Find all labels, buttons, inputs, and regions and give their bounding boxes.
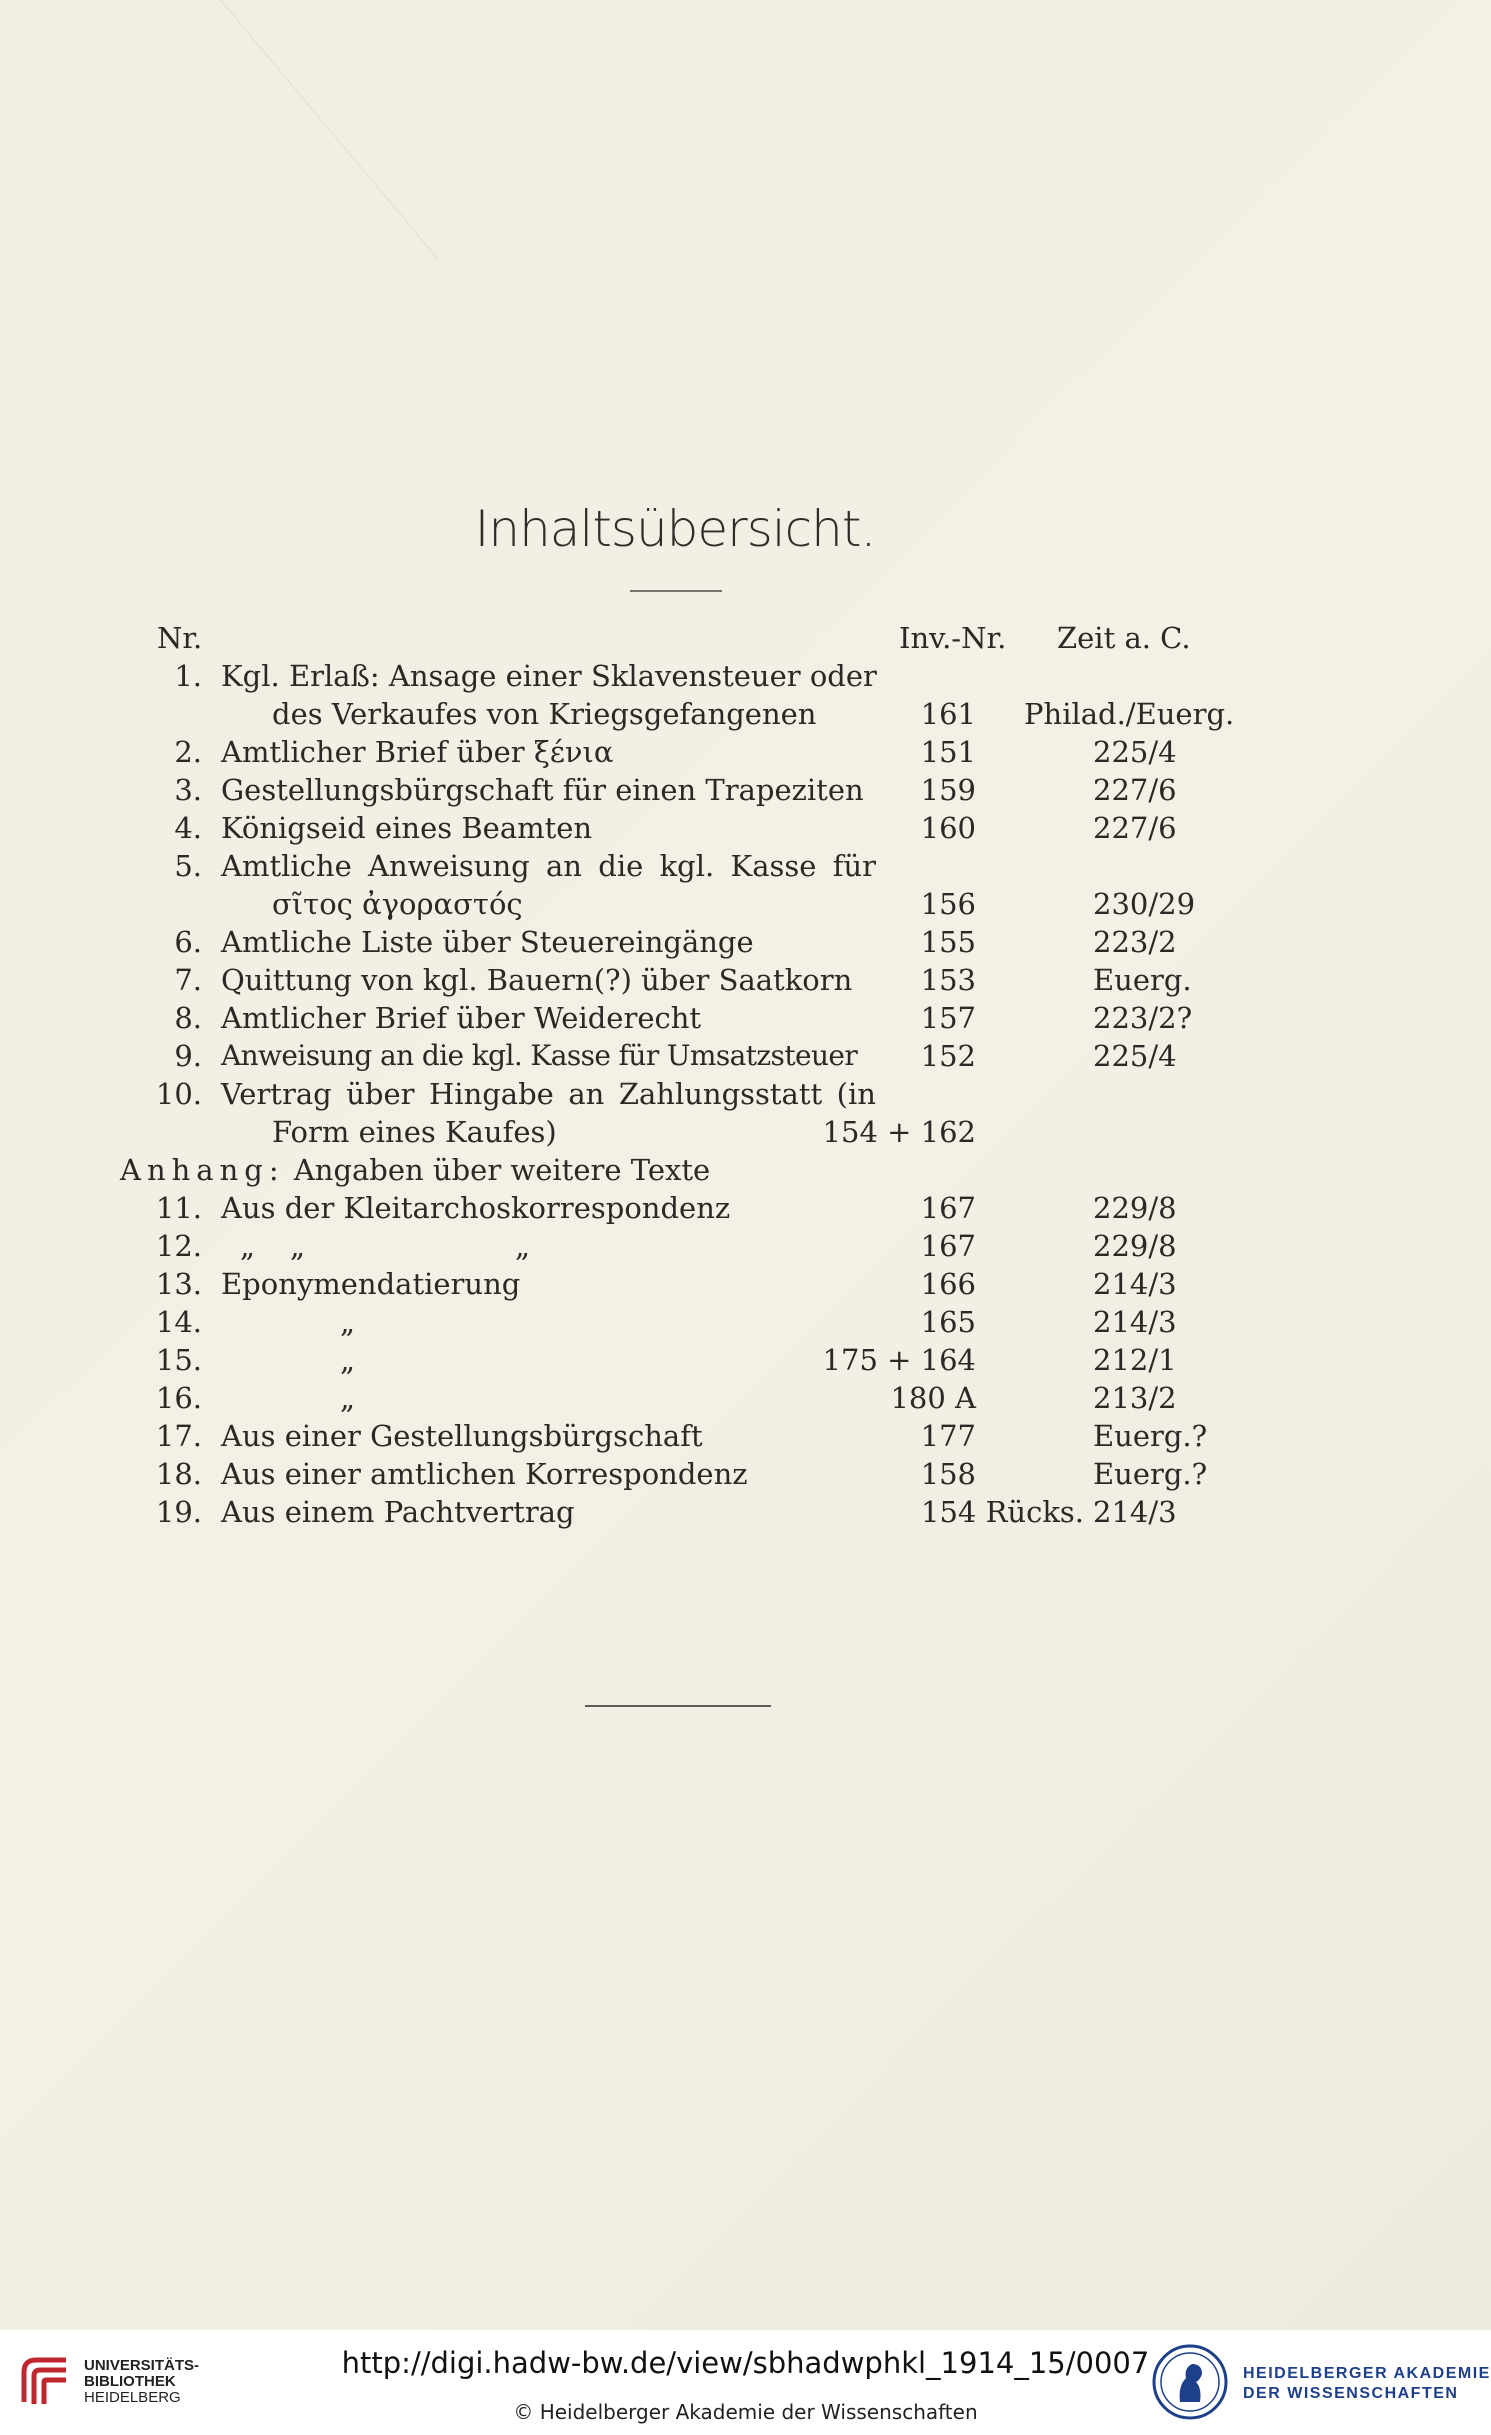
entry-title: Amtlicher Brief über Weiderecht <box>221 1001 702 1035</box>
library-line-3: HEIDELBERG <box>84 2389 181 2406</box>
copyright-notice: © Heidelberger Akademie der Wissenschaften <box>513 2400 978 2424</box>
toc-entry <box>0 1494 1491 1530</box>
page-crease <box>0 0 439 260</box>
entry-title: Anweisung an die kgl. Kasse für Umsatzsteuer <box>221 1039 858 1072</box>
entry-title: Kgl. Erlaß: Ansage einer Sklavensteuer oder <box>221 659 877 693</box>
entry-word: für <box>832 849 876 883</box>
entry-word: kgl. <box>659 849 715 883</box>
toc-entry <box>0 1342 1491 1378</box>
entry-date: 227/6 <box>1093 773 1177 807</box>
entry-word: Kasse <box>730 849 817 883</box>
toc-header <box>0 620 1491 656</box>
entry-title-continued: σῖτος ἀγοραστός <box>272 887 523 921</box>
toc-entry <box>0 810 1491 846</box>
entry-inv-nr: 177 <box>920 1419 976 1453</box>
entry-title: Quittung von kgl. Bauern(?) über Saatkorn <box>221 963 853 997</box>
entry-number: 11. <box>155 1191 202 1225</box>
toc-entry <box>0 1190 1491 1226</box>
entry-title-continued: Form eines Kaufes) <box>272 1115 557 1149</box>
academy-seal-icon <box>1150 2342 1230 2422</box>
entry-word: Zahlungsstatt <box>618 1077 823 1111</box>
ditto-mark: „ <box>340 1381 356 1415</box>
toc-entry <box>0 1076 1491 1112</box>
academy-line-2: DER WISSENSCHAFTEN <box>1243 2385 1459 2402</box>
entry-title: Aus einer Gestellungsbürgschaft <box>221 1419 703 1453</box>
entry-number: 18. <box>155 1457 202 1491</box>
entry-date: 225/4 <box>1093 1039 1177 1073</box>
toc-entry <box>0 1038 1491 1074</box>
entry-date: 229/8 <box>1093 1191 1177 1225</box>
entry-number: 17. <box>155 1419 202 1453</box>
academy-line-1: HEIDELBERGER AKADEMIE <box>1243 2365 1491 2382</box>
entry-number: 13. <box>155 1267 202 1301</box>
toc-entry-continued <box>0 696 1491 732</box>
entry-title: Amtlicher Brief über ξένια <box>221 735 614 769</box>
entry-inv-nr: 157 <box>920 1001 976 1035</box>
entry-date: Euerg.? <box>1093 1419 1208 1453</box>
entry-inv-nr: 167 <box>920 1229 976 1263</box>
toc-entry <box>0 1228 1491 1264</box>
entry-date: 223/2 <box>1093 925 1177 959</box>
entry-number: 6. <box>174 925 202 959</box>
toc-entry <box>0 1418 1491 1454</box>
toc-entry <box>0 924 1491 960</box>
toc-entry <box>0 658 1491 694</box>
entry-title: Königseid eines Beamten <box>221 811 593 845</box>
entry-title-continued: des Verkaufes von Kriegsgefangenen <box>272 697 817 731</box>
entry-inv-nr: 153 <box>920 963 976 997</box>
ditto-mark: „ <box>515 1229 531 1263</box>
entry-inv-nr: 175 + 164 <box>822 1343 976 1377</box>
entry-date: 212/1 <box>1093 1343 1177 1377</box>
entry-word: (in <box>836 1077 876 1111</box>
entry-date: 214/3 <box>1093 1305 1177 1339</box>
permalink-url[interactable]: http://digi.hadw-bw.de/view/sbhadwphkl_1914_15/0007 <box>341 2346 1150 2380</box>
toc-entry <box>0 1266 1491 1302</box>
academy-name <box>1243 2364 1491 2404</box>
entry-inv-nr: 160 <box>920 811 976 845</box>
entry-title: Eponymendatierung <box>221 1267 521 1301</box>
header-nr: Nr. <box>157 621 203 655</box>
ditto-mark: „ <box>340 1305 356 1339</box>
page-title: Inhaltsübersicht. <box>474 500 876 558</box>
entry-date: 213/2 <box>1093 1381 1177 1415</box>
entry-title: Gestellungsbürgschaft für einen Trapeziten <box>221 773 864 807</box>
entry-title <box>221 848 876 884</box>
entry-number: 19. <box>155 1495 202 1529</box>
entry-title: Aus einer amtlichen Korrespondenz <box>221 1457 748 1491</box>
header-inv: Inv.-Nr. <box>899 621 1007 655</box>
toc-entry <box>0 772 1491 808</box>
entry-number: 10. <box>155 1077 202 1111</box>
toc-entry-continued <box>0 886 1491 922</box>
entry-number: 8. <box>174 1001 202 1035</box>
entry-date: Euerg. <box>1093 963 1192 997</box>
entry-title: Amtliche Liste über Steuereingänge <box>221 925 754 959</box>
entry-date: 227/6 <box>1093 811 1177 845</box>
closing-divider <box>585 1705 771 1707</box>
toc-entry <box>0 848 1491 884</box>
entry-inv-nr: 165 <box>920 1305 976 1339</box>
entry-number: 14. <box>155 1305 202 1339</box>
entry-inv-nr: 180 A <box>890 1381 976 1415</box>
ditto-mark: „ <box>290 1229 306 1263</box>
toc-entry <box>0 1380 1491 1416</box>
entry-word: Amtliche <box>221 849 352 883</box>
entry-date: 230/29 <box>1093 887 1196 921</box>
entry-number: 2. <box>174 735 202 769</box>
entry-word: Hingabe <box>429 1077 554 1111</box>
entry-inv-nr: 154 + 162 <box>822 1115 976 1149</box>
entry-number: 7. <box>174 963 202 997</box>
entry-date: Philad./Euerg. <box>1024 697 1235 731</box>
appendix-label: Anhang: <box>120 1153 285 1187</box>
entry-inv-nr: 151 <box>920 735 976 769</box>
entry-word: an <box>568 1077 605 1111</box>
entry-title: Aus einem Pachtvertrag <box>221 1495 575 1529</box>
toc-entry <box>0 1000 1491 1036</box>
entry-title <box>221 1076 876 1112</box>
entry-inv-nr: 167 <box>920 1191 976 1225</box>
entry-date: Euerg.? <box>1093 1457 1208 1491</box>
entry-number: 3. <box>174 773 202 807</box>
appendix-label-group <box>120 1152 710 1188</box>
appendix-heading <box>0 1152 1491 1188</box>
toc-entry-continued <box>0 1114 1491 1150</box>
entry-date: 225/4 <box>1093 735 1177 769</box>
viewer-footer <box>0 2330 1491 2435</box>
entry-inv-nr: 155 <box>920 925 976 959</box>
entry-word: Vertrag <box>221 1077 332 1111</box>
entry-inv-nr: 156 <box>920 887 976 921</box>
entry-number: 4. <box>174 811 202 845</box>
entry-inv-nr: 158 <box>920 1457 976 1491</box>
entry-inv-nr: 154 Rücks. <box>921 1495 1084 1529</box>
appendix-text: Angaben über weitere Texte <box>293 1153 711 1187</box>
header-zeit: Zeit a. C. <box>1057 621 1191 655</box>
entry-word: die <box>598 849 644 883</box>
entry-date: 214/3 <box>1093 1495 1177 1529</box>
entry-word: Anweisung <box>368 849 530 883</box>
toc-entry <box>0 1304 1491 1340</box>
entry-inv-nr: 166 <box>920 1267 976 1301</box>
entry-word: an <box>546 849 582 883</box>
library-line-2: BIBLIOTHEK <box>84 2373 176 2390</box>
entry-number: 9. <box>174 1039 202 1073</box>
entry-word: über <box>346 1077 415 1111</box>
entry-inv-nr: 159 <box>920 773 976 807</box>
entry-number: 1. <box>174 659 202 693</box>
toc-entry <box>0 734 1491 770</box>
ditto-mark: „ <box>340 1343 356 1377</box>
entry-number: 15. <box>155 1343 202 1377</box>
entry-title: Aus der Kleitarchoskorrespondenz <box>221 1191 731 1225</box>
toc-entry <box>0 1456 1491 1492</box>
entry-date: 223/2? <box>1093 1001 1193 1035</box>
entry-number: 5. <box>174 849 202 883</box>
entry-date: 229/8 <box>1093 1229 1177 1263</box>
ditto-mark: „ <box>240 1229 256 1263</box>
entry-number: 12. <box>155 1229 202 1263</box>
entry-date: 214/3 <box>1093 1267 1177 1301</box>
entry-inv-nr: 152 <box>920 1039 976 1073</box>
library-line-1: UNIVERSITÄTS- <box>84 2357 200 2374</box>
title-divider <box>630 590 722 592</box>
entry-inv-nr: 161 <box>920 697 976 731</box>
toc-entry <box>0 962 1491 998</box>
entry-number: 16. <box>155 1381 202 1415</box>
